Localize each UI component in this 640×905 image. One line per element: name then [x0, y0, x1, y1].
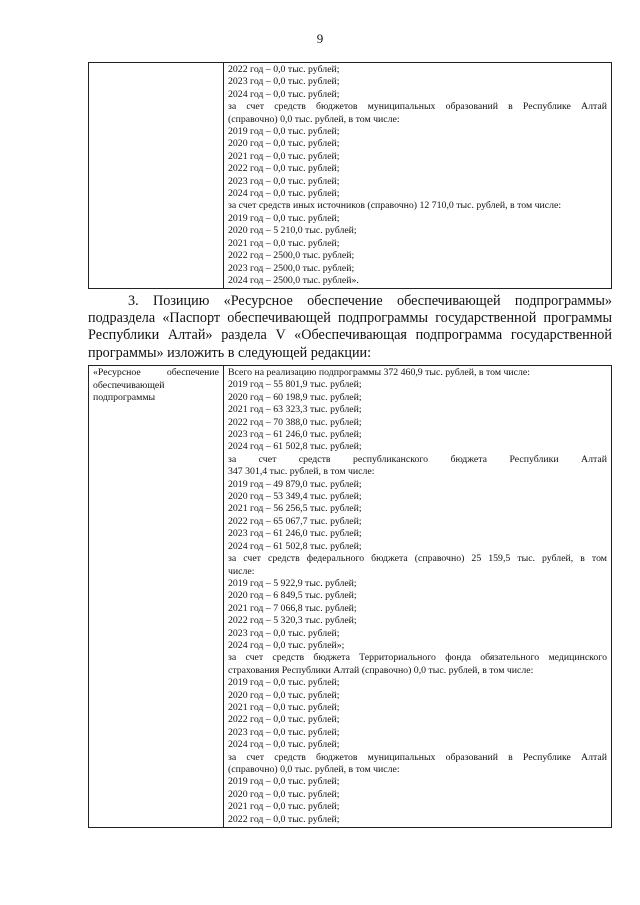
table-line: 347 301,4 тыс. рублей, в том числе:	[228, 466, 375, 478]
table-line: 2022 год – 0,0 тыс. рублей;	[228, 163, 340, 175]
table-line: 2021 год – 7 066,8 тыс. рублей;	[228, 602, 357, 614]
table-line: за счет средств иных источников (справочно) 12 710,0 тыс. рублей, в том числе:	[228, 200, 562, 212]
bottom-table-right-cell	[224, 366, 612, 828]
table-line: 2023 год – 0,0 тыс. рублей;	[228, 76, 340, 88]
top-table	[88, 62, 612, 289]
table-line: 2023 год – 61 246,0 тыс. рублей;	[228, 528, 362, 540]
table-line: за счет средств бюджетов муниципальных образований в Республике Алтай	[228, 101, 607, 113]
table-line: 2021 год – 0,0 тыс. рублей;	[228, 701, 340, 713]
table-line: 2020 год – 0,0 тыс. рублей;	[228, 788, 340, 800]
bottom-table	[88, 365, 612, 828]
table-line: 2020 год – 60 198,9 тыс. рублей;	[228, 391, 362, 403]
table-line: 2022 год – 65 067,7 тыс. рублей;	[228, 515, 362, 527]
table-line: 2020 год – 0,0 тыс. рублей;	[228, 689, 340, 701]
table-line: 2024 год – 61 502,8 тыс. рублей;	[228, 540, 362, 552]
table-line: 2022 год – 0,0 тыс. рублей;	[228, 714, 340, 726]
page-number: 9	[316, 31, 324, 46]
table-line: 2023 год – 0,0 тыс. рублей;	[228, 175, 340, 187]
table-line: 2020 год – 0,0 тыс. рублей;	[228, 138, 340, 150]
table-line: за счет средств бюджетов муниципальных образований в Республике Алтай	[228, 751, 607, 763]
table-line: 2021 год – 0,0 тыс. рублей;	[228, 801, 340, 813]
table-line: 2021 год – 0,0 тыс. рублей;	[228, 150, 340, 162]
table-line: 2020 год – 53 349,4 тыс. рублей;	[228, 491, 362, 503]
table-line: (справочно) 0,0 тыс. рублей, в том числе:	[228, 764, 400, 775]
table-line: 2022 год – 2500,0 тыс. рублей;	[228, 250, 355, 262]
table-line: 2023 год – 61 246,0 тыс. рублей;	[228, 429, 362, 441]
table-line: Всего на реализацию подпрограммы 372 460,9 тыс. рублей, в том числе:	[228, 367, 530, 378]
table-line: 2020 год – 6 849,5 тыс. рублей;	[228, 590, 357, 602]
table-line: 2019 год – 0,0 тыс. рублей;	[228, 126, 340, 138]
table-line: 2019 год – 0,0 тыс. рублей;	[228, 677, 340, 689]
table-line: 2022 год – 0,0 тыс. рублей;	[228, 64, 340, 75]
table-line: 2024 год – 61 502,8 тыс. рублей;	[228, 441, 362, 453]
table-line: 2023 год – 2500,0 тыс. рублей;	[228, 262, 355, 274]
table-line: 2023 год – 0,0 тыс. рублей;	[228, 726, 340, 738]
table-line: 2019 год – 49 879,0 тыс. рублей;	[228, 478, 362, 490]
table-line: 2024 год – 2500,0 тыс. рублей».	[228, 274, 359, 286]
table-line: 2019 год – 0,0 тыс. рублей;	[228, 212, 340, 224]
table-line: 2021 год – 0,0 тыс. рублей;	[228, 237, 340, 249]
table-line: 2024 год – 0,0 тыс. рублей;	[228, 739, 340, 751]
table-line: за счет средств федерального бюджета (справочно) 25 159,5 тыс. рублей, в том	[228, 553, 607, 565]
table-line: за счет средств бюджета Территориального фонда обязательного медицинского	[228, 652, 607, 664]
top-table-right-cell	[224, 63, 612, 289]
table-line: 2019 год – 0,0 тыс. рублей;	[228, 776, 340, 788]
table-line: 2019 год – 5 922,9 тыс. рублей;	[228, 577, 357, 589]
table-line: 2022 год – 70 388,0 тыс. рублей;	[228, 416, 362, 428]
table-line: 2019 год – 55 801,9 тыс. рублей;	[228, 379, 362, 391]
table-line: 2023 год – 0,0 тыс. рублей;	[228, 627, 340, 639]
table-line: 2021 год – 63 323,3 тыс. рублей;	[228, 404, 362, 416]
table-line: 2021 год – 56 256,5 тыс. рублей;	[228, 503, 362, 515]
bottom-table-left-cell: «Ресурсное обеспечение обеспечивающей подпрограммы	[89, 366, 224, 828]
table-line: 2022 год – 5 320,3 тыс. рублей;	[228, 615, 357, 627]
table-line: числе:	[228, 565, 255, 577]
table-line: 2024 год – 0,0 тыс. рублей;	[228, 88, 340, 100]
table-line: 2022 год – 0,0 тыс. рублей;	[228, 813, 340, 825]
table-line: за счет средств республиканского бюджета Республики Алтай	[228, 453, 607, 465]
table-line: (справочно) 0,0 тыс. рублей, в том числе:	[228, 113, 400, 125]
table-line: 2020 год – 5 210,0 тыс. рублей;	[228, 225, 357, 237]
top-table-left-cell	[89, 63, 224, 289]
amendment-paragraph: 3. Позицию «Ресурсное обеспечение обеспечивающей подпрограммы» подраздела «Паспорт обеспечивающей подпрограммы государственной программы Республики Алтай» раздела V «Обеспечивающая подпрограмма государственной программы» изложить в следующей редакции:	[88, 293, 612, 361]
table-line: 2024 год – 0,0 тыс. рублей;	[228, 188, 340, 200]
table-line: 2024 год – 0,0 тыс. рублей»;	[228, 639, 345, 651]
table-line: страхования Республики Алтай (справочно) 0,0 тыс. рублей, в том числе:	[228, 664, 534, 676]
